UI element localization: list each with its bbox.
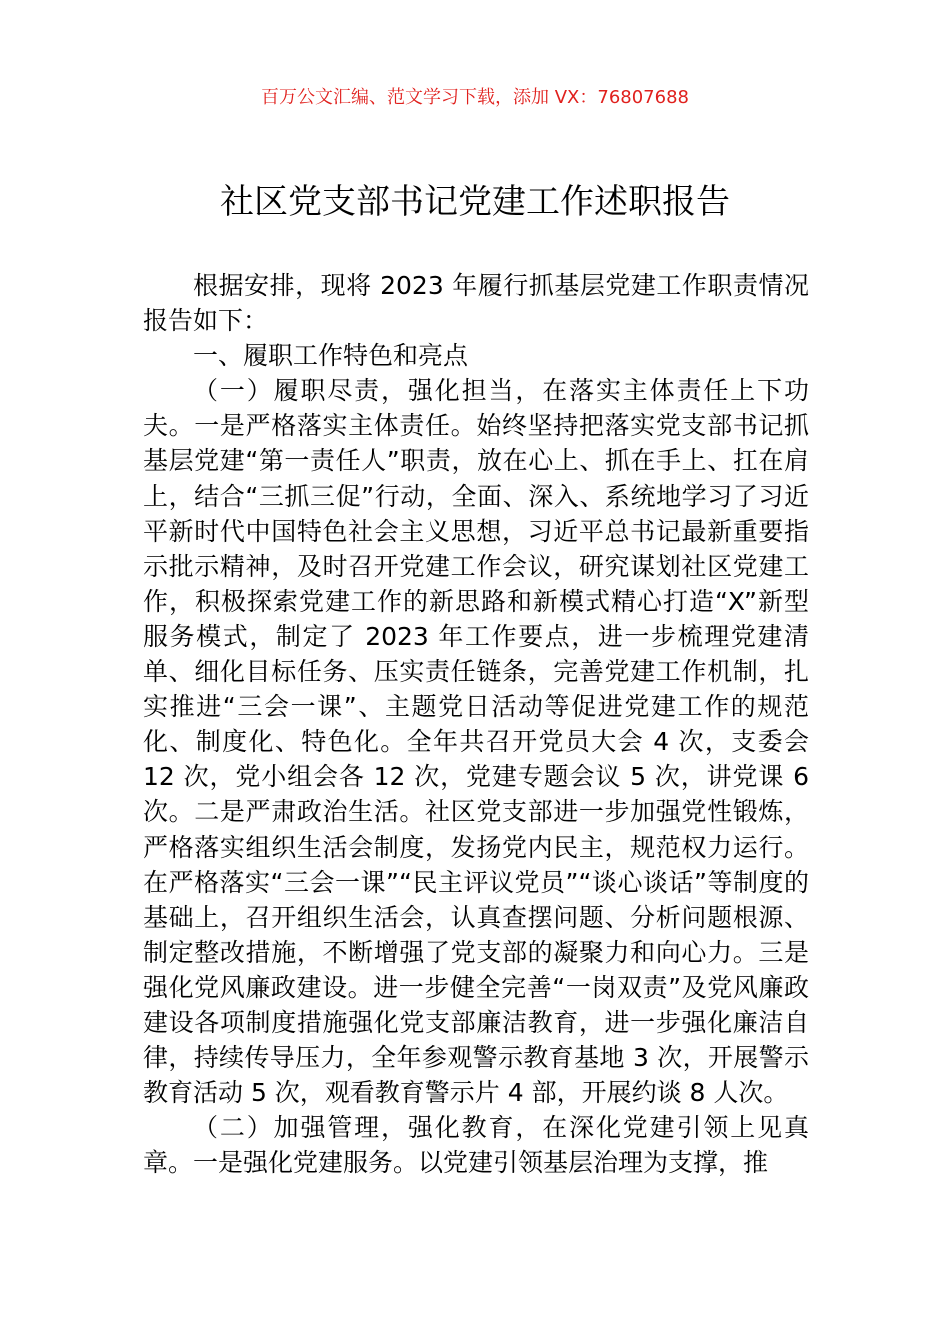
document-title: 社区党支部书记党建工作述职报告: [220, 182, 730, 222]
paragraph-section-1: （一）履职尽责，强化担当，在落实主体责任上下功夫。一是严格落实主体责任。始终坚持把落实党支部书记抓基层党建“第一责任人”职责，放在心上、抓在手上、扛在肩上，结合“三抓三促”行动，全面、深入、系统地学习了习近平新时代中国特色社会主义思想，习近平总书记最新重要指示批示精神，及时召开党建工作会议，研究谋划社区党建工作，积极探索党建工作的新思路和新模式精心打造“X”新型服务模式，制定了 2023 年工作要点，进一步梳理党建清单、细化目标任务、压实责任链条，完善党建工作机制，扎实推进“三会一课”、主题党日活动等促进党建工作的规范化、制度化、特色化。全年共召开党员大会 4 次，支委会 12 次，党小组会各 12 次，党建专题会议 5 次，讲党课 6 次。二是严肃政治生活。社区党支部进一步加强党性锻炼，严格落实组织生活会制度，发扬党内民主，规范权力运行。在严格落实“三会一课”“民主评议党员”“谈心谈话”等制度的基础上，召开组织生活会，认真查摆问题、分析问题根源、制定整改措施，不断增强了党支部的凝聚力和向心力。三是强化党风廉政建设。进一步健全完善“一岗双责”及党风廉政建设各项制度措施强化党支部廉洁教育，进一步强化廉洁自律，持续传导压力，全年参观警示教育基地 3 次，开展警示教育活动 5 次，观看教育警示片 4 部，开展约谈 8 人次。: [143, 376, 809, 1108]
section-heading: 一、履职工作特色和亮点: [193, 341, 469, 371]
paragraph-section-2: （二）加强管理，强化教育，在深化党建引领上见真章。一是强化党建服务。以党建引领基层治理为支撑，推: [143, 1113, 809, 1178]
document-body: [143, 268, 809, 1180]
header-note: 百万公文汇编、范文学习下载，添加 VX：76807688: [261, 87, 689, 108]
paragraph-intro: 根据安排，现将 2023 年履行抓基层党建工作职责情况报告如下：: [143, 271, 809, 336]
